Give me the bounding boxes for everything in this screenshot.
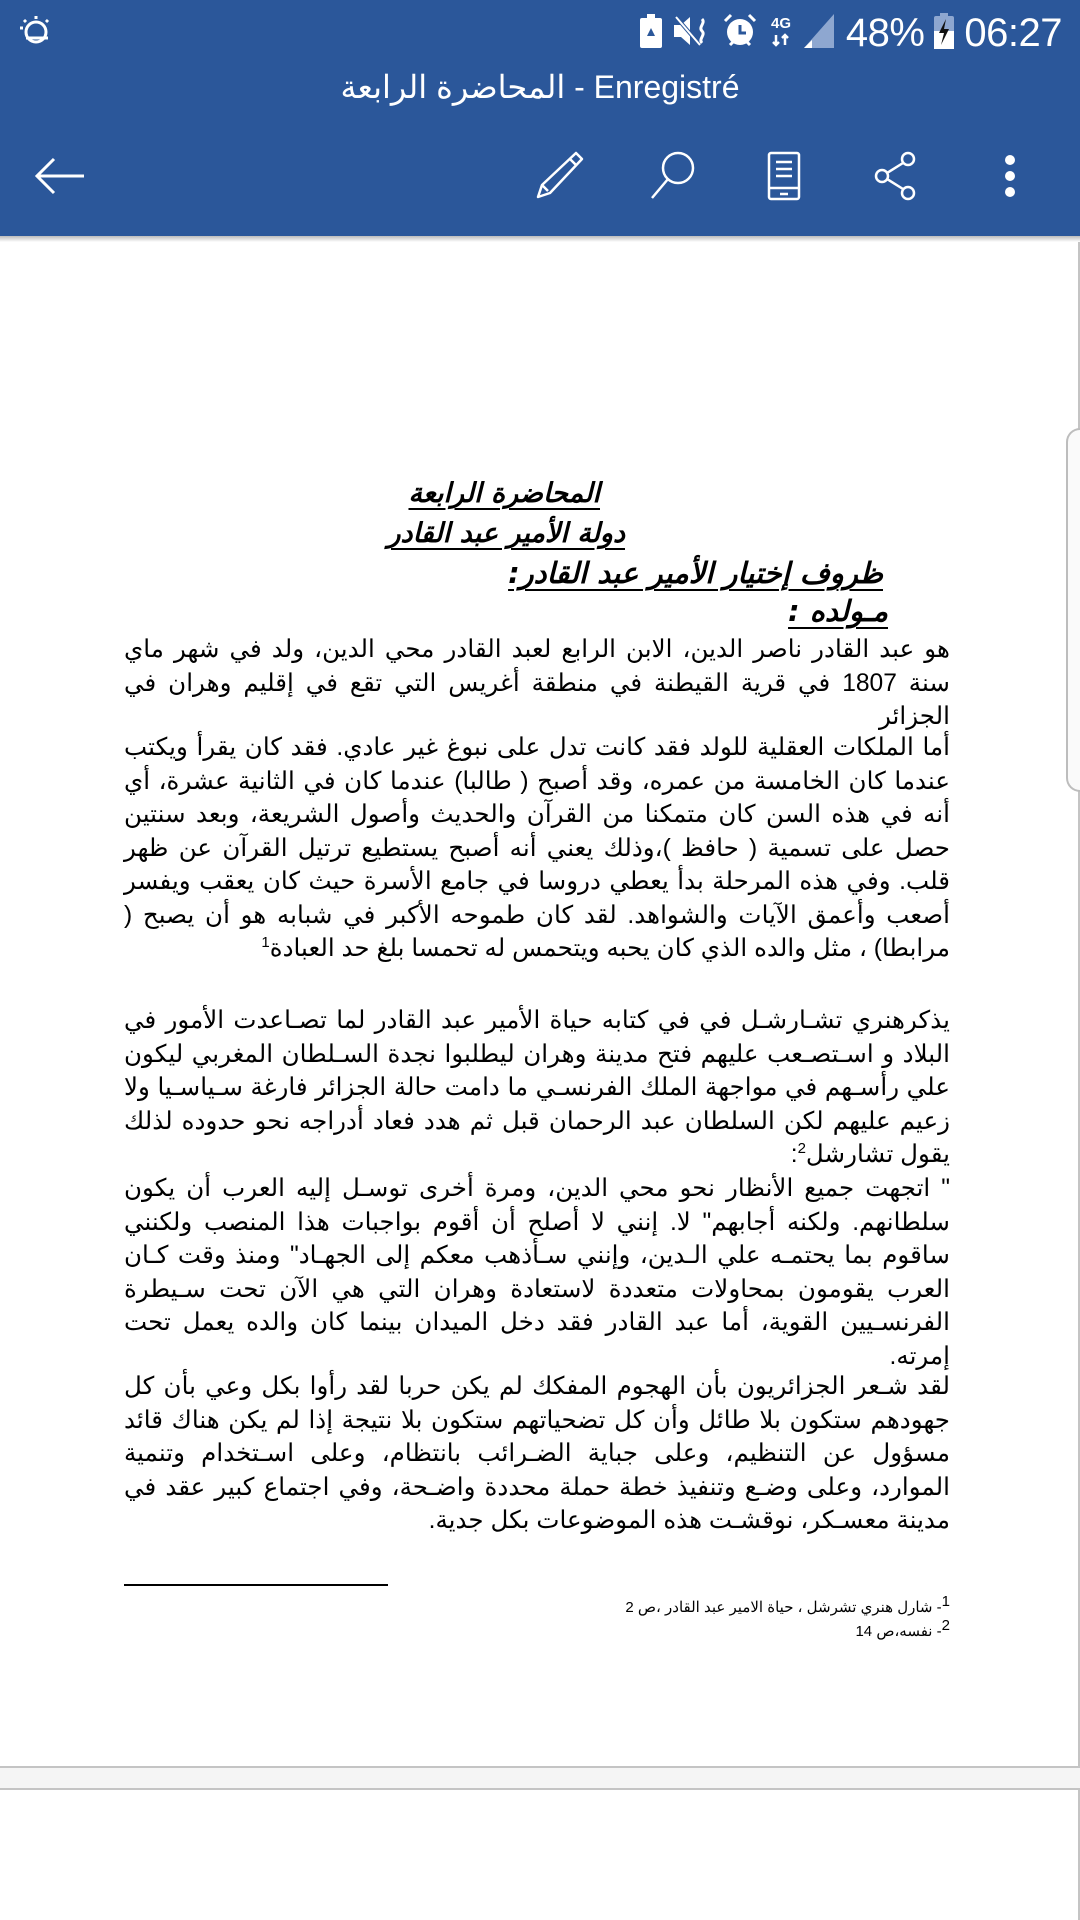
mobile-view-button[interactable]	[748, 140, 820, 212]
footnote-ref-2[interactable]: 2	[797, 1139, 806, 1157]
search-icon	[648, 151, 696, 201]
alarm-icon	[722, 13, 758, 54]
share-button[interactable]	[860, 140, 932, 212]
more-options-button[interactable]	[974, 140, 1046, 212]
back-arrow-icon	[34, 156, 86, 196]
paragraph-birth: هو عبد القادر ناصر الدين، الابن الرابع لعبد القادر محي الدين، ولد في شهر ماي سنة 1807 في قرية القيطنة في منطقة أغريس التي تقع في إقليم وهران في الجزائر	[124, 636, 951, 730]
heading-state-title: دولة الأمير عبد القادر	[387, 518, 625, 549]
app-bar	[0, 0, 1080, 236]
battery-saver-icon	[640, 14, 662, 53]
weather-cloud-sun-icon	[16, 14, 56, 50]
toolbar	[0, 140, 1080, 212]
document-title: المحاضرة الرابعة - Enregistré	[340, 69, 740, 105]
heading-lecture-title: المحاضرة الرابعة	[408, 478, 600, 509]
footnote-2: $^2$- نفسه،ص 14	[855, 1617, 950, 1640]
scroll-handle[interactable]	[1066, 428, 1080, 792]
svg-text:4G: 4G	[770, 14, 791, 32]
paragraph-churchill: يذكرهنري تشـارشـل في في كتابه حياة الأمير عبد القادر لما تصـاعدت الأمور في البلاد و اسـتصـعب عليهم فتح مدينة وهران ليطلبوا نجدة السـلطان المغربي ليكون علي رأسـهم في مواجهة الملك الفرنسـي ما دامت حالة الجزائر فارغة سـياسـيا ولا زعيم عليهم لكن السلطان عبد الرحمان قبل ثم هدد فعاد أدراجه نحو حدوده لذلك يقول تشارشل$^2$:	[124, 1007, 950, 1168]
footnote-1: $^1$- شارل هنري تشرشل ، حياة الامير عبد القادر ،ص 2	[625, 1593, 950, 1616]
paragraph-intellect: أما الملكات العقلية للولد فقد كانت تدل على نبوغ غير عادي. فقد كان يقرأ ويكتب عندما كان الخامسة من عمره، وقد أصبح ( طالبا) عندما كان في الثانية عشرة، أي أنه في هذه السن كان متمكنا من القرآن والحديث وأصول الشريعة، وبعد سنتين حصل على تسمية ( حافظ )،وذلك يعني أنه أصبح يستطيع ترتيل القرآن عن ظهر قلب. وفي هذه المرحلة بدأ يعطي دروسا في جامع الأسرة حيث كان يعقب ويفسر أصعب وأعمق الآيات والشواهد. لقد كان طموحه الأكبر في شبابه هو أن يصبح ( مرابطا) ، مثل والده الذي كان يحبه ويتحمس له تحمسا بلغ حد العبادة$^1$	[124, 734, 950, 962]
footnote-ref-1[interactable]: 1	[261, 933, 270, 951]
footnote-separator	[124, 1584, 388, 1586]
share-icon	[872, 151, 920, 201]
more-vertical-icon	[1002, 152, 1018, 200]
heading-circumstances: ظروف إختيار الأمير عبد القادر:	[508, 556, 883, 590]
mute-vibrate-icon	[672, 15, 712, 52]
next-document-page[interactable]	[0, 1790, 1080, 1920]
status-bar	[0, 0, 1080, 64]
status-icons	[640, 8, 1062, 58]
4g-data-icon	[768, 13, 794, 54]
page-break-gap	[0, 1766, 1080, 1790]
paragraph-quote: " اتجهت جميع الأنظار نحو محي الدين، ومرة أخرى توسـل إليه العرب أن يكون سلطانهم. ولكنه أجابهم" لا. إنني لا أصلح أن أقوم بواجبات هذا المنصب ولكنني ساقوم بما يحتمـه علي الـدين، وإنني سـأذهب معكم إلى الجهـاد" ومنذ وقت كـان العرب يقومون بمحاولات متعددة لاستعادة وهران التي هي الآن تحت سـيطرة الفرنسـيين القوية، أما عبد القادر فقد دخل الميدان بينما كان والده يعمل تحت إمرته.	[124, 1175, 950, 1370]
signal-icon	[804, 14, 836, 53]
battery-charging-icon	[934, 13, 954, 54]
paragraph-algerians: لقد شـعر الجزائريون بأن الهجوم المفكك لم يكن حربا لقد رأوا بكل وعي بأن كل جهودهم ستكون بلا طائل وأن كل تضحياتهم ستكون بلا نتيجة إذا لم يكن هناك قائد مسؤول عن التنظيم، وعلى جباية الضـرائب بانتظام، وعلى اسـتخدام وتنمية الموارد، وعلى وضـع وتنفيذ خطة حملة محددة واضـحة، وفي اجتماع كبير عقد في مدينة معسـكر، نوقشـت هذه الموضوعات بكل جدية.	[124, 1373, 950, 1534]
mobile-view-icon	[767, 151, 801, 201]
pencil-icon	[536, 151, 584, 201]
clock: 06:27	[964, 10, 1062, 55]
battery-percent: 48%	[845, 10, 925, 55]
search-button[interactable]	[636, 140, 708, 212]
back-button[interactable]	[24, 140, 96, 212]
heading-birth: مـولده :	[788, 594, 888, 628]
edit-button[interactable]	[524, 140, 596, 212]
